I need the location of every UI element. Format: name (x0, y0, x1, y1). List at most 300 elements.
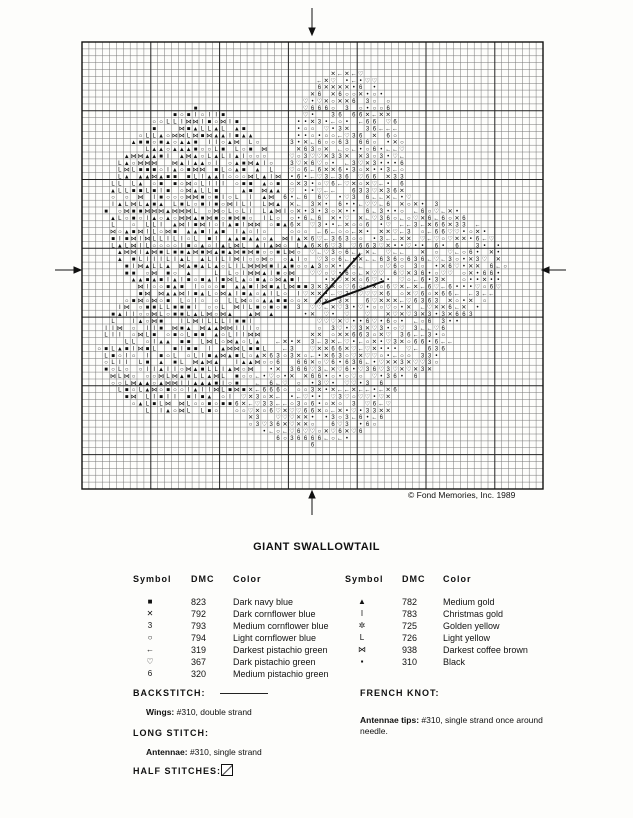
stitch-symbol: ♡ (268, 374, 274, 380)
stitch-symbol: ♡ (371, 202, 378, 208)
stitch-symbol: ✕ (316, 291, 322, 298)
stitch-symbol: ← (398, 215, 405, 222)
stitch-symbol: ⋈ (151, 270, 158, 277)
stitch-symbol: L (207, 153, 211, 160)
stitch-symbol: • (483, 229, 486, 236)
stitch-symbol: • (352, 367, 355, 374)
stitch-symbol: L (173, 236, 177, 243)
stitch-symbol: ← (385, 147, 392, 153)
stitch-symbol: ← (295, 195, 302, 202)
stitch-symbol: ⋈ (151, 312, 158, 319)
legend-color-name: Light yellow (443, 633, 491, 643)
stitch-symbol: ▲ (220, 346, 227, 353)
stitch-symbol: ○ (124, 215, 129, 222)
stitch-symbol: I (229, 153, 231, 160)
stitch-symbol: ○ (248, 229, 253, 236)
stitch-symbol: ○ (427, 208, 432, 215)
stitch-symbol: • (449, 319, 452, 325)
stitch-symbol: • (366, 92, 369, 98)
stitch-symbol: ✕ (316, 284, 322, 291)
stitch-symbol: ← (433, 215, 440, 222)
stitch-symbol: ⋈ (275, 208, 282, 215)
legend-dmc: 823 (191, 597, 207, 607)
stitch-symbol: ♡ (351, 325, 357, 332)
stitch-symbol: 3 (448, 257, 452, 264)
stitch-symbol: ✕ (371, 339, 377, 346)
stitch-symbol: ■ (159, 277, 163, 284)
stitch-symbol: ▲ (240, 229, 247, 236)
stitch-symbol: ✕ (309, 119, 316, 126)
stitch-symbol: L (200, 188, 205, 195)
stitch-symbol: ○ (331, 98, 335, 105)
stitch-symbol: ○ (462, 270, 466, 277)
stitch-symbol: ■ (255, 277, 260, 284)
stitch-symbol: ○ (283, 270, 287, 277)
stitch-symbol: ⋈ (233, 257, 240, 264)
stitch-symbol: • (373, 394, 376, 401)
stitch-symbol: ■ (173, 305, 177, 312)
stitch-symbol: • (359, 380, 362, 387)
stitch-symbol: ← (419, 332, 426, 339)
stitch-symbol: ○ (166, 195, 170, 202)
legend-dmc: 367 (191, 657, 207, 667)
stitch-symbol: ○ (324, 401, 329, 408)
stitch-symbol: ○ (131, 222, 136, 229)
stitch-symbol: • (352, 202, 355, 208)
stitch-symbol: ▲ (261, 270, 268, 277)
stitch-symbol: ♡ (358, 291, 364, 298)
stitch-symbol: ⋈ (247, 222, 254, 229)
stitch-symbol: ▲ (185, 250, 192, 257)
stitch-symbol: ✕ (323, 147, 329, 153)
stitch-symbol: ← (412, 346, 419, 353)
stitch-symbol: 6 (338, 236, 342, 243)
stitch-symbol: I (235, 332, 238, 339)
stitch-symbol: 3 (324, 257, 328, 264)
stitch-symbol: ○ (400, 140, 404, 147)
stitch-symbol: ○ (262, 305, 267, 312)
stitch-symbol: ■ (193, 140, 198, 147)
stitch-symbol: ▲ (213, 325, 220, 332)
stitch-symbol: L (221, 387, 225, 394)
stitch-symbol: ○ (207, 147, 212, 153)
stitch-symbol: 3 (338, 174, 342, 181)
stitch-symbol: L (207, 257, 211, 264)
stitch-symbol: ■ (186, 112, 191, 119)
stitch-symbol: 6 (365, 277, 370, 284)
stitch-symbol: 3 (414, 263, 418, 270)
stitch-symbol: ▲ (116, 243, 123, 250)
stitch-symbol: L (125, 243, 129, 250)
stitch-symbol: 6 (338, 429, 342, 435)
stitch-symbol: ○ (283, 353, 287, 360)
stitch-symbol: 6 (276, 435, 280, 442)
stitch-symbol: ♡ (344, 319, 350, 325)
stitch-symbol: ■ (241, 215, 246, 222)
stitch-symbol: ○ (290, 208, 294, 215)
stitch-symbol: ▲ (268, 236, 275, 243)
stitch-symbol: ✕ (248, 387, 254, 394)
stitch-symbol: ■ (138, 188, 143, 195)
stitch-symbol: ○ (248, 277, 253, 284)
stitch-symbol: ✕ (344, 298, 350, 305)
stitch-symbol: • (297, 140, 300, 147)
stitch-symbol: ← (309, 140, 316, 147)
stitch-symbol: ○ (234, 408, 239, 415)
stitch-symbol: 3 (400, 360, 404, 367)
stitch-symbol: ○ (379, 305, 384, 312)
stitch-symbol: 3 (310, 284, 315, 291)
stitch-symbol: • (318, 394, 321, 401)
stitch-symbol: • (332, 312, 335, 319)
stitch-symbol: 6 (414, 374, 418, 380)
stitch-symbol: ▲ (192, 126, 199, 133)
stitch-symbol: ○ (331, 435, 335, 442)
stitch-symbol: ♡ (309, 270, 316, 277)
stitch-symbol: • (400, 319, 403, 325)
stitch-symbol: ✕ (296, 208, 302, 215)
stitch-symbol: ✕ (440, 305, 446, 312)
stitch-symbol: ✕ (378, 112, 384, 119)
stitch-symbol: 3 (331, 236, 335, 243)
stitch-symbol: ✕ (316, 202, 322, 208)
stitch-symbol: ○ (117, 353, 122, 360)
stitch-symbol: 6 (407, 257, 411, 264)
legend-symbol: L (359, 633, 365, 642)
stitch-symbol: ■ (207, 236, 212, 243)
stitch-symbol: ○ (358, 277, 363, 284)
stitch-symbol: I (187, 222, 190, 229)
stitch-symbol: I (146, 367, 149, 374)
stitch-symbol: ♡ (371, 277, 378, 284)
stitch-symbol: 6 (345, 360, 349, 367)
stitch-symbol: I (242, 222, 245, 229)
stitch-symbol: 6 (420, 339, 425, 346)
stitch-symbol: ♡ (261, 422, 267, 429)
legend-dmc: 783 (402, 609, 418, 619)
stitch-symbol: ✕ (254, 408, 261, 415)
stitch-symbol: ✕ (447, 312, 453, 319)
stitch-symbol: ♡ (364, 202, 371, 208)
stitch-symbol: 6 (359, 140, 363, 147)
stitch-symbol: ■ (145, 140, 150, 147)
backstitch-detail-text: #310, double strand (176, 707, 252, 717)
stitch-symbol: ♡ (316, 257, 323, 264)
stitch-symbol: L (111, 360, 115, 367)
stitch-symbol: L (138, 387, 143, 394)
stitch-symbol: • (394, 160, 397, 167)
stitch-symbol: ♡ (351, 243, 357, 250)
stitch-symbol: ⋈ (192, 119, 199, 126)
stitch-symbol: ■ (241, 250, 246, 257)
stitch-symbol: ▲ (165, 291, 171, 298)
stitch-symbol: ♡ (385, 222, 391, 229)
stitch-symbol: ← (481, 291, 488, 298)
stitch-symbol: • (380, 160, 383, 167)
stitch-symbol: ← (316, 250, 323, 257)
stitch-symbol: ⋈ (178, 291, 185, 298)
french-knot-label: FRENCH KNOT: (360, 688, 440, 698)
stitch-symbol: ▲ (206, 394, 213, 401)
stitch-symbol: ⋈ (254, 312, 261, 319)
stitch-symbol: ✕ (282, 408, 288, 415)
stitch-symbol: ♡ (344, 133, 350, 140)
stitch-symbol: ← (330, 174, 337, 181)
stitch-symbol: ○ (117, 380, 122, 387)
stitch-symbol: I (222, 380, 224, 387)
stitch-symbol: ← (392, 195, 399, 202)
stitch-symbol: ← (426, 236, 433, 243)
stitch-symbol: ♡ (371, 215, 378, 222)
stitch-symbol: ⋈ (123, 305, 130, 312)
stitch-symbol: 6 (441, 215, 445, 222)
stitch-symbol: ▲ (226, 236, 233, 243)
stitch-symbol: L (214, 319, 218, 325)
stitch-symbol: 6 (489, 263, 494, 270)
stitch-symbol: ▲ (178, 153, 185, 160)
stitch-symbol: L (152, 263, 156, 270)
stitch-symbol: ○ (296, 298, 301, 305)
stitch-symbol: 3 (297, 401, 301, 408)
stitch-symbol: ■ (255, 346, 260, 353)
stitch-symbol: ○ (338, 119, 342, 126)
stitch-symbol: ⋈ (254, 222, 261, 229)
stitch-symbol: ○ (393, 325, 397, 332)
stitch-symbol: ▲ (220, 243, 227, 250)
stitch-symbol: ⋈ (110, 229, 116, 236)
stitch-symbol: I (242, 325, 245, 332)
stitch-symbol: 6 (359, 133, 363, 140)
stitch-symbol: I (194, 305, 197, 312)
stitch-symbol: L (152, 133, 156, 140)
stitch-symbol: L (214, 367, 218, 374)
stitch-symbol: ■ (186, 346, 191, 353)
stitch-symbol: I (125, 360, 128, 367)
stitch-symbol: L (118, 215, 122, 222)
stitch-symbol: 6 (386, 284, 390, 291)
stitch-symbol: ▲ (123, 174, 130, 181)
stitch-symbol: 6 (414, 298, 418, 305)
copyright-notice: © Fond Memories, Inc. 1989 (408, 490, 516, 500)
stitch-symbol: 6 (386, 215, 390, 222)
legend-dmc: 792 (191, 609, 207, 619)
stitch-symbol: ← (426, 229, 433, 236)
stitch-symbol: ■ (173, 112, 177, 119)
stitch-symbol: ← (481, 236, 488, 243)
stitch-symbol: ○ (303, 353, 308, 360)
stitch-symbol: L (248, 339, 253, 346)
stitch-symbol: ○ (173, 243, 177, 250)
stitch-symbol: ⋈ (288, 284, 295, 291)
stitch-symbol: ✕ (296, 147, 302, 153)
stitch-symbol: ✕ (330, 339, 336, 346)
stitch-symbol: 3 (359, 325, 363, 332)
stitch-symbol: ⋈ (137, 195, 144, 202)
stitch-symbol: ✕ (330, 85, 336, 92)
stitch-symbol: • (462, 263, 465, 270)
stitch-symbol: ⋈ (178, 408, 185, 415)
legend-dmc: 320 (191, 669, 207, 679)
stitch-symbol: ■ (104, 346, 108, 353)
stitch-symbol: I (180, 236, 183, 243)
stitch-symbol: ○ (131, 160, 136, 167)
stitch-symbol: L (118, 174, 122, 181)
stitch-symbol: L (145, 222, 150, 229)
french-knot-detail (360, 715, 560, 737)
stitch-symbol: ✕ (309, 312, 316, 319)
stitch-symbol: ▲ (192, 188, 199, 195)
stitch-symbol: • (462, 298, 465, 305)
stitch-symbol: ⋈ (220, 325, 227, 332)
stitch-symbol: ✕ (323, 167, 329, 174)
stitch-symbol: ♡ (323, 126, 329, 133)
stitch-symbol: ○ (345, 92, 349, 98)
center-arrow-left (55, 267, 81, 273)
stitch-symbol: ✕ (406, 291, 412, 298)
stitch-symbol: ✕ (296, 181, 302, 188)
stitch-symbol: ■ (179, 250, 184, 257)
stitch-symbol: 3 (365, 98, 370, 105)
stitch-symbol: • (325, 415, 328, 422)
stitch-symbol: ⋈ (151, 387, 158, 394)
stitch-symbol: ← (454, 250, 460, 257)
stitch-symbol: ▲ (158, 147, 165, 153)
stitch-symbol: L (131, 181, 136, 188)
stitch-symbol: ✕ (399, 188, 405, 195)
stitch-symbol: ♡ (447, 236, 453, 243)
stitch-symbol: • (497, 277, 500, 284)
stitch-symbol: ○ (173, 270, 177, 277)
stitch-symbol: 6 (372, 401, 377, 408)
stitch-symbol: ○ (290, 181, 294, 188)
stitch-symbol: ⋈ (116, 325, 123, 332)
stitch-symbol: • (338, 374, 342, 380)
stitch-symbol: ○ (138, 312, 143, 319)
stitch-symbol: 3 (393, 174, 397, 181)
stitch-symbol: • (414, 243, 417, 250)
stitch-symbol: 6 (317, 85, 322, 92)
stitch-symbol: L (166, 374, 170, 380)
stitch-symbol: I (249, 325, 252, 332)
stitch-symbol: 6 (393, 263, 397, 270)
stitch-symbol: • (497, 250, 500, 257)
stitch-symbol: ○ (338, 415, 342, 422)
stitch-symbol: • (428, 277, 431, 284)
stitch-symbol: 6 (310, 435, 315, 442)
stitch-symbol: ▲ (192, 380, 199, 387)
stitch-symbol: ← (295, 394, 302, 401)
stitch-symbol: ♡ (358, 394, 364, 401)
stitch-symbol: • (352, 85, 355, 92)
stitch-symbol: L (242, 243, 246, 250)
stitch-symbol: ■ (152, 126, 157, 133)
stitch-symbol: ⋈ (282, 236, 288, 243)
stitch-symbol: ■ (124, 270, 129, 277)
stitch-symbol: ← (392, 147, 399, 153)
stitch-symbol: ○ (296, 250, 301, 257)
stitch-symbol: ♡ (344, 195, 350, 202)
stitch-symbol: L (118, 181, 122, 188)
stitch-symbol: ← (350, 71, 357, 78)
stitch-symbol: ▲ (226, 353, 233, 360)
stitch-symbol: ○ (179, 332, 184, 339)
stitch-symbol: ▲ (213, 229, 220, 236)
stitch-symbol: ▲ (116, 250, 123, 257)
stitch-symbol: I (167, 167, 169, 174)
stitch-symbol: 6 (469, 250, 473, 257)
stitch-symbol: ■ (166, 298, 170, 305)
stitch-symbol: ○ (400, 257, 404, 264)
stitch-symbol: 3 (324, 284, 328, 291)
legend-color-name: Dark navy blue (233, 597, 294, 607)
stitch-symbol: ○ (159, 119, 163, 126)
stitch-symbol: ♡ (433, 208, 440, 215)
stitch-symbol: 3 (290, 160, 294, 167)
stitch-symbol: ○ (393, 319, 397, 325)
stitch-symbol: ○ (214, 119, 219, 126)
legend-symbol: I (360, 609, 364, 618)
stitch-symbol: 3 (276, 353, 280, 360)
stitch-symbol: 6 (427, 284, 432, 291)
pattern-title: GIANT SWALLOWTAIL (253, 541, 380, 553)
stitch-symbol: ✕ (454, 215, 460, 222)
stitch-symbol: ▲ (171, 291, 178, 298)
stitch-symbol: ■ (186, 167, 191, 174)
stitch-symbol: ○ (221, 202, 225, 208)
stitch-symbol: ♡ (330, 78, 336, 85)
stitch-symbol: ▲ (178, 374, 185, 380)
stitch-symbol: • (400, 243, 403, 250)
stitch-symbol: • (387, 353, 390, 360)
stitch-symbol: ⋈ (123, 374, 130, 380)
stitch-symbol: ■ (214, 188, 219, 195)
stitch-symbol: ← (371, 112, 378, 119)
stitch-symbol: • (283, 374, 287, 380)
stitch-symbol: ○ (482, 298, 487, 305)
stitch-symbol: ■ (138, 291, 143, 298)
stitch-symbol: ▲ (275, 202, 282, 208)
stitch-symbol: ■ (228, 387, 232, 394)
stitch-symbol: L (228, 208, 232, 215)
stitch-symbol: 6 (448, 305, 452, 312)
stitch-symbol: ▲ (261, 174, 268, 181)
stitch-symbol: ✕ (330, 401, 336, 408)
long-stitch-label: LONG STITCH: (133, 728, 209, 738)
stitch-symbol: I (208, 346, 211, 353)
stitch-symbol: ⋈ (226, 277, 233, 284)
stitch-symbol: ✕ (399, 202, 405, 208)
stitch-symbol: ○ (152, 181, 157, 188)
stitch-symbol: ▲ (247, 360, 254, 367)
stitch-symbol: I (125, 312, 128, 319)
stitch-symbol: ○ (262, 408, 267, 415)
stitch-symbol: • (400, 374, 403, 380)
stitch-symbol: • (490, 277, 493, 284)
stitch-symbol: ⋈ (192, 250, 199, 257)
stitch-symbol: ▲ (158, 380, 165, 387)
stitch-symbol: 3 (420, 298, 425, 305)
stitch-symbol: ▲ (254, 353, 261, 360)
stitch-symbol: ▲ (247, 133, 254, 140)
stitch-symbol: ✕ (296, 339, 302, 346)
stitch-symbol: ▲ (213, 360, 220, 367)
stitch-symbol: 6 (331, 181, 335, 188)
stitch-symbol: ⋈ (178, 126, 185, 133)
stitch-symbol: ← (378, 181, 385, 188)
stitch-symbol: 3 (386, 188, 390, 195)
stitch-symbol: ▲ (240, 133, 247, 140)
stitch-symbol: I (229, 394, 231, 401)
